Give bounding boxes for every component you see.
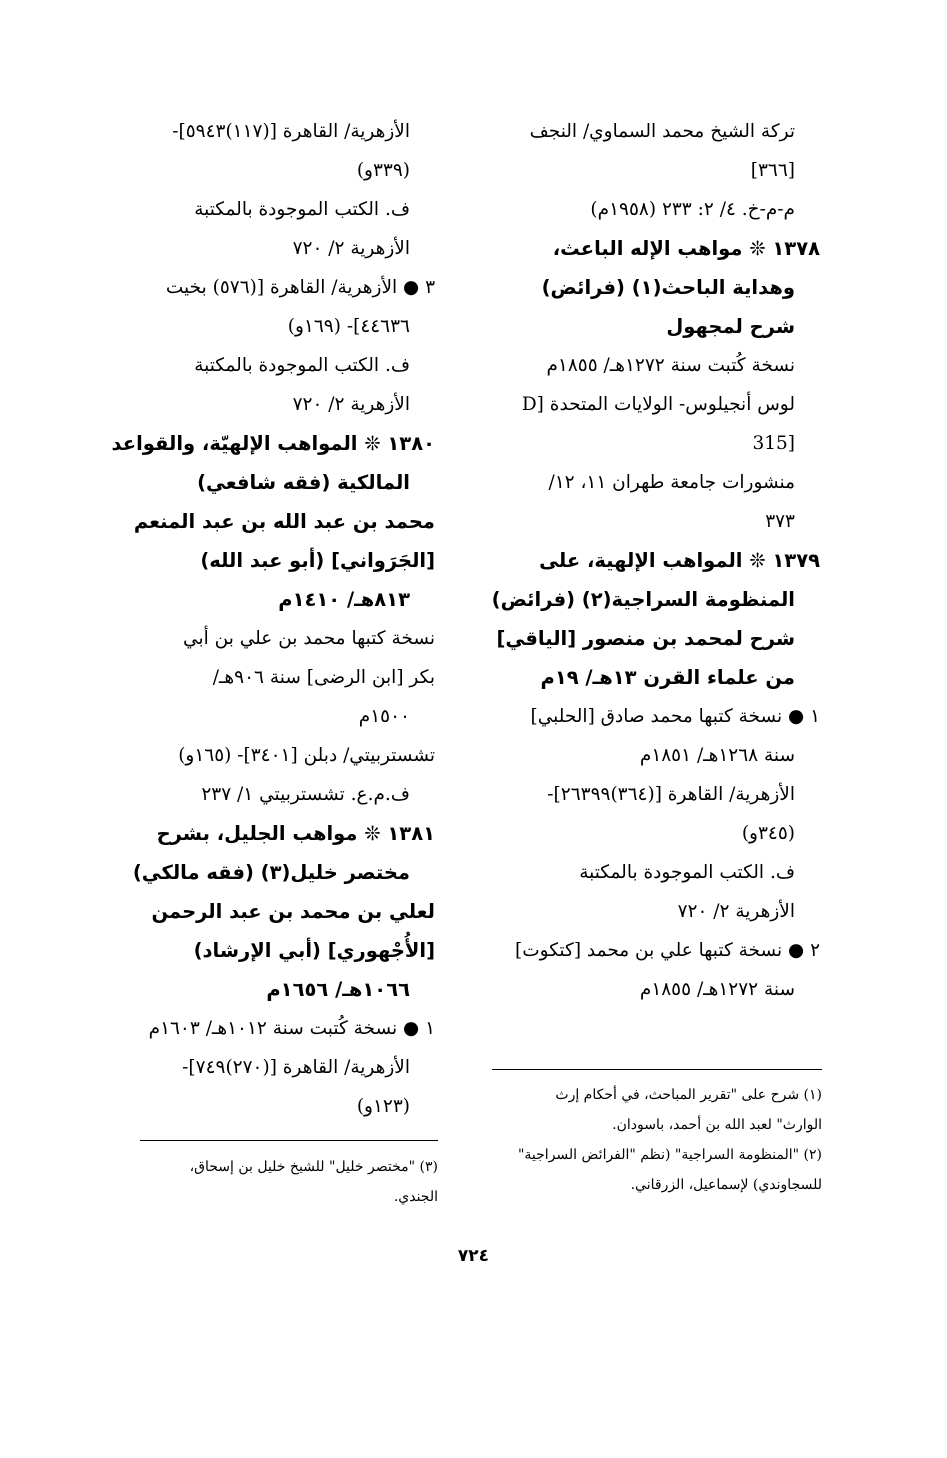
- page-number: ٧٢٤: [457, 1246, 490, 1266]
- text-line: ١ ● نسخة كتبها محمد صادق [الحلبي]: [530, 706, 820, 727]
- entry-heading-line: ٨١٣هـ/ ١٤١٠م: [278, 588, 410, 611]
- text-line: ٤٤٦٣٦]- (١٦٩و): [287, 316, 410, 337]
- text-line: ٣ ● الأزهرية/ القاهرة [(٥٧٦) بخيت: [165, 277, 435, 298]
- text-line: سنة ١٢٧٢هـ/ ١٨٥٥م: [639, 979, 795, 1000]
- text-line: ف. الكتب الموجودة بالمكتبة: [579, 862, 795, 883]
- text-line: منشورات جامعة طهران ١١، ١٢/: [548, 472, 795, 493]
- footnote-line: (٢) "المنظومة السراجية" (نظم "الفرائض السراجية": [517, 1147, 822, 1163]
- text-line: لوس أنجيلوس- الولايات المتحدة [D: [521, 394, 795, 415]
- entry-heading-line: [الأُجْهوري] (أبي الإرشاد): [193, 939, 435, 962]
- footnote-line: الجندي.: [393, 1189, 438, 1205]
- text-line: (٣٣٩و): [356, 160, 410, 181]
- left-column: [105, 112, 435, 1126]
- entry-heading-line: محمد بن عبد الله بن عبد المنعم: [133, 510, 435, 533]
- footnote-line: (١) شرح على "تقرير المباحث، في أحكام إرث: [555, 1087, 822, 1103]
- text-line: ١ ● نسخة كُتبت سنة ١٠١٢هـ/ ١٦٠٣م: [148, 1018, 435, 1039]
- text-line: سنة ١٢٦٨هـ/ ١٨٥١م: [639, 745, 795, 766]
- text-line: نسخة كتبها محمد بن علي بن أبي: [183, 628, 435, 649]
- entry-heading-line: المالكية (فقه شافعي): [197, 471, 410, 494]
- entry-heading-line: شرح لمحمد بن منصور [الياقي]: [496, 627, 795, 650]
- entry-heading-line: ١٣٧٨ ❊ مواهب الإله الباعث،: [552, 237, 820, 260]
- entry-heading-line: لعلي بن محمد بن عبد الرحمن: [151, 900, 435, 923]
- text-line: [٣٦٦]: [750, 160, 795, 181]
- text-line: ١٥٠٠م: [358, 706, 410, 727]
- entry-heading-line: ١٣٨١ ❊ مواهب الجليل، بشرح: [156, 822, 435, 845]
- text-line: الأزهرية/ القاهرة [(١١٧)٥٩٤٣]-: [172, 121, 410, 142]
- entry-heading-line: من علماء القرن ١٣هـ/ ١٩م: [540, 666, 795, 689]
- entry-heading-line: مختصر خليل(٣) (فقه مالكي): [132, 861, 410, 884]
- text-line: تشستربيتي/ دبلن [٣٤٠١]- (١٦٥و): [178, 745, 435, 766]
- footnotes-right: [492, 1080, 822, 1200]
- text-line: نسخة كُتبت سنة ١٢٧٢هـ/ ١٨٥٥م: [546, 355, 795, 376]
- entry-heading-line: [الجَرَواني] (أبو عبد الله): [200, 549, 435, 572]
- text-line: ف. الكتب الموجودة بالمكتبة: [194, 199, 410, 220]
- footnote-separator-left: [140, 1140, 438, 1141]
- footnote-separator-right: [492, 1069, 822, 1070]
- entry-heading-line: وهداية الباحث(١) (فرائض): [541, 276, 795, 299]
- entry-heading-line: ١٣٧٩ ❊ المواهب الإلهية، على: [539, 549, 820, 572]
- footnote-line: الوارث" لعبد الله بن أحمد، باسودان.: [612, 1117, 822, 1133]
- text-line: الأزهرية/ القاهرة [(٢٧٠)٧٤٩]-: [182, 1057, 410, 1078]
- footnotes-left: [105, 1152, 438, 1212]
- text-line: الأزهرية ٢/ ٧٢٠: [292, 238, 410, 259]
- text-line: [315: [752, 433, 795, 454]
- entry-heading-line: ١٣٨٠ ❊ المواهب الإلهيّة، والقواعد: [111, 432, 435, 455]
- footnote-line: (٣) "مختصر خليل" للشيخ خليل بن إسحاق،: [189, 1159, 438, 1175]
- right-column: [490, 112, 820, 1009]
- text-line: (١٢٣و): [356, 1096, 410, 1117]
- text-line: م-م-خ. ٤/ ٢: ٢٣٣ (١٩٥٨م): [590, 199, 795, 220]
- text-line: ٢ ● نسخة كتبها علي بن محمد [كتكوت]: [515, 940, 820, 961]
- text-line: الأزهرية ٢/ ٧٢٠: [677, 901, 795, 922]
- text-line: بكر [ابن الرضى] سنة ٩٠٦هـ/: [212, 667, 435, 688]
- entry-heading-line: المنظومة السراجية(٢) (فرائض): [491, 588, 795, 611]
- text-line: ٣٧٣: [765, 511, 795, 532]
- text-line: ف.م.ع. تشستربيتي ١/ ٢٣٧: [201, 784, 410, 805]
- text-line: تركة الشيخ محمد السماوي/ النجف: [529, 121, 795, 142]
- text-line: الأزهرية ٢/ ٧٢٠: [292, 394, 410, 415]
- footnote-line: للسجاوندي) لإسماعيل، الزرقاني.: [630, 1177, 822, 1193]
- text-line: ف. الكتب الموجودة بالمكتبة: [194, 355, 410, 376]
- text-line: (٣٤٥و): [741, 823, 795, 844]
- text-line: الأزهرية/ القاهرة [(٣٦٤)٢٦٣٩٩]-: [547, 784, 795, 805]
- entry-heading-line: ١٠٦٦هـ/ ١٦٥٦م: [266, 978, 410, 1001]
- entry-heading-line: شرح لمجهول: [666, 315, 795, 338]
